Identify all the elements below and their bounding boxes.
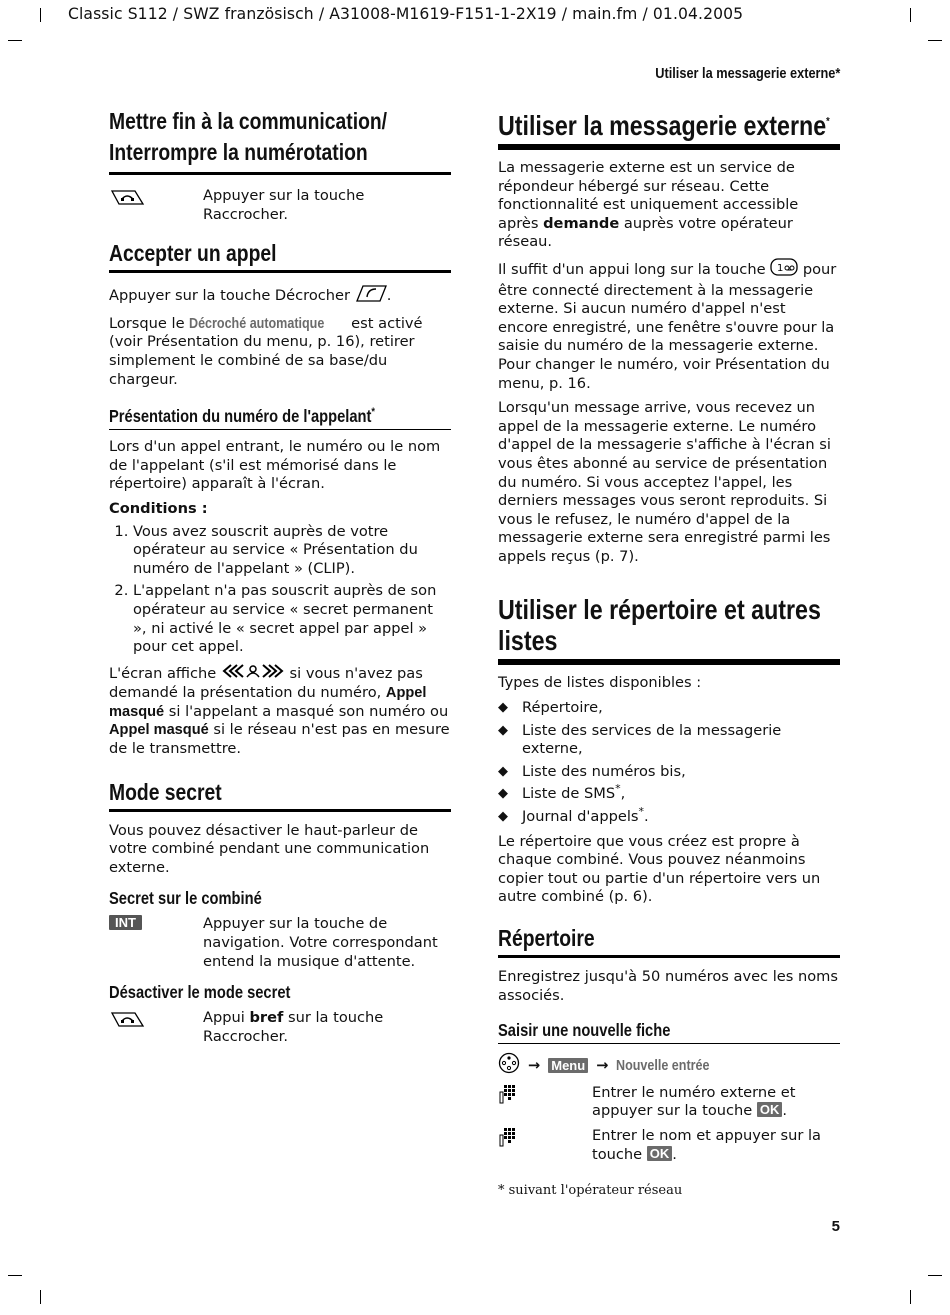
step2-text: Entrer le nom et appuyer sur la touche bbox=[592, 1126, 821, 1163]
new-entry-step bbox=[498, 1127, 840, 1164]
lists-title-line2: listes bbox=[498, 625, 558, 657]
caller-id-para1: Lors d'un appel entrant, le numéro ou le nom de l'appelant (s'il est mémorisé dans le répertoire) apparaît à l'écran. bbox=[109, 438, 441, 493]
new-entry-title-wrap bbox=[498, 1019, 840, 1044]
list-item-text: Journal d'appels bbox=[522, 808, 639, 826]
hidden-caller-label: Appel masqué bbox=[109, 685, 427, 720]
list-item bbox=[498, 782, 840, 804]
new-entry-step-text bbox=[592, 1127, 840, 1164]
caller-id-star: * bbox=[371, 406, 376, 419]
accept-call-para2 bbox=[109, 315, 451, 389]
caller-id-title bbox=[109, 405, 396, 429]
hang-up-key-icon bbox=[109, 1009, 203, 1046]
voicemail-title bbox=[498, 106, 830, 144]
diamond-bullet-icon: ◆ bbox=[498, 786, 508, 802]
crop-mark bbox=[8, 1275, 22, 1276]
ok-key: OK bbox=[647, 1146, 673, 1161]
new-entry-menu-ref: Nouvelle entrée bbox=[616, 1057, 710, 1074]
caller-id-title-wrap bbox=[109, 405, 451, 430]
keypad-icon bbox=[498, 1084, 592, 1121]
secret-instruction bbox=[109, 915, 451, 971]
end-call-text: Appuyer sur la touche Raccrocher. bbox=[203, 187, 365, 223]
end-call-title-line1: Mettre fin à la communication/ bbox=[109, 108, 388, 134]
navigation-key-icon bbox=[498, 1052, 520, 1080]
voicemail-title-text: Utiliser la messagerie externe bbox=[498, 110, 827, 141]
arrow-icon: → bbox=[596, 1056, 609, 1074]
diamond-bullet-icon: ◆ bbox=[498, 763, 508, 779]
mute-title: Mode secret bbox=[109, 778, 222, 805]
diamond-bullet-icon: ◆ bbox=[498, 700, 508, 716]
footnote: * suivant l'opérateur réseau bbox=[498, 1183, 683, 1198]
crop-mark bbox=[8, 40, 22, 41]
voicemail-title-wrap bbox=[498, 106, 840, 150]
voicemail-para1 bbox=[498, 159, 840, 252]
lists-list bbox=[498, 699, 840, 827]
disable-secret-instruction bbox=[109, 1009, 451, 1046]
keypad-icon bbox=[498, 1127, 592, 1164]
directory-title-wrap bbox=[498, 923, 840, 958]
left-column bbox=[109, 106, 451, 1052]
auto-answer-menu-ref: Décroché automatique bbox=[189, 315, 325, 332]
crop-mark bbox=[910, 8, 911, 22]
crop-mark bbox=[910, 1290, 911, 1304]
accept-call-para1 bbox=[109, 283, 451, 309]
list-item bbox=[498, 805, 840, 827]
list-item bbox=[498, 763, 840, 782]
hang-up-key-icon bbox=[109, 187, 203, 224]
menu-key: Menu bbox=[548, 1058, 588, 1073]
new-entry-title: Saisir une nouvelle fiche bbox=[498, 1020, 671, 1041]
crop-mark bbox=[40, 8, 41, 22]
directory-title: Répertoire bbox=[498, 925, 595, 951]
caller-id-para2-mid2: si l'appelant a masqué son numéro ou bbox=[164, 702, 449, 720]
voicemail-para3: Lorsqu'un message arrive, vous recevez un appel de la messagerie externe. Le numéro d'appel de la messagerie s'affiche à l'écran si vous êtes abonné au service de présentation du numéro. Si vous acceptez l'appel, les derniers messages vous seront reproduits. Si vous le refusez, le numéro d'appel de la messagerie externe sera enregistré parmi les appels reçus (p. 7). bbox=[498, 399, 831, 565]
voicemail-para1-pre: La messagerie externe est un service de répondeur hébergé sur réseau. Cette fonctionnalité est uniquement accessible après bbox=[498, 159, 799, 232]
off-hook-key-icon bbox=[355, 283, 387, 309]
right-column bbox=[498, 106, 840, 1170]
list-item-end: . bbox=[644, 808, 649, 826]
voicemail-para2 bbox=[498, 258, 840, 393]
accept-call-period: . bbox=[386, 286, 392, 304]
ok-key: OK bbox=[757, 1102, 783, 1117]
list-item bbox=[498, 722, 840, 759]
directory-para: Enregistrez jusqu'à 50 numéros avec les noms associés. bbox=[498, 968, 838, 1004]
end-call-instruction bbox=[109, 187, 451, 224]
disable-secret-text bbox=[203, 1009, 451, 1046]
caller-id-para2-pre: L'écran affiche bbox=[109, 664, 221, 682]
key-1-voicemail-icon bbox=[770, 258, 798, 282]
crop-mark bbox=[928, 1275, 942, 1276]
step1-end: . bbox=[782, 1102, 788, 1120]
accept-call-para2-post: est activé (voir Présentation du menu, p. 16), retirer simplement le combiné de sa base/du chargeur. bbox=[109, 314, 423, 388]
list-item-end: , bbox=[620, 785, 626, 803]
condition-item: 1. Vous avez souscrit auprès de votre opérateur au service « Présentation du numéro de l'appelant » (CLIP). bbox=[133, 523, 451, 579]
condition-item: 2. L'appelant n'a pas souscrit auprès de son opérateur au service « secret permanent », ni activé le « secret appel par appel » pour cet appel. bbox=[133, 582, 451, 656]
crop-mark bbox=[928, 40, 942, 41]
hidden-caller-label: Appel masqué bbox=[109, 722, 209, 739]
list-item-text: Liste des numéros bis, bbox=[522, 762, 686, 780]
lists-title-wrap bbox=[498, 590, 840, 665]
lists-intro: Types de listes disponibles : bbox=[498, 674, 702, 692]
crop-mark bbox=[40, 1290, 41, 1304]
list-item bbox=[498, 699, 840, 718]
mute-title-wrap bbox=[109, 777, 451, 812]
lists-title-line1: Utiliser le répertoire et autres bbox=[498, 594, 821, 626]
secret-handset-title: Secret sur le combiné bbox=[109, 888, 262, 909]
voicemail-para2-post: pour être connecté directement à la messagerie externe. Si aucun numéro d'appel n'est encore enregistré, une fenêtre s'ouvre pour la saisie du numéro de la messagerie externe. Pour changer le numéro, voir Présentation du menu, p. 16. bbox=[498, 260, 837, 392]
voicemail-para1-bold: demande bbox=[543, 214, 620, 232]
disable-secret-bold: bref bbox=[249, 1009, 284, 1027]
caller-id-title-text: Présentation du numéro de l'appelant bbox=[109, 406, 372, 427]
page-number: 5 bbox=[831, 1218, 840, 1235]
accept-call-title-wrap bbox=[109, 238, 451, 273]
svg-text:1: 1 bbox=[777, 262, 784, 274]
secret-text: Appuyer sur la touche de navigation. Votre correspondant entend la musique d'attente. bbox=[203, 915, 438, 970]
end-call-section-title bbox=[109, 106, 451, 175]
lists-para: Le répertoire que vous créez est propre à chaque combiné. Vous pouvez néanmoins copier tout ou partie d'un répertoire vers un autre combiné (p. 6). bbox=[498, 832, 821, 906]
file-header: Classic S112 / SWZ französisch / A31008-M1619-F151-1-2X19 / main.fm / 01.04.2005 bbox=[68, 5, 744, 23]
end-call-title-line2: Interrompre la numérotation bbox=[109, 139, 368, 165]
new-entry-step-text bbox=[592, 1084, 840, 1121]
accept-call-title: Accepter un appel bbox=[109, 240, 277, 267]
accept-call-para2-pre: Lorsque le bbox=[109, 314, 190, 332]
accept-call-text: Appuyer sur la touche Décrocher bbox=[109, 286, 351, 304]
voicemail-para1-post: auprès votre opérateur réseau. bbox=[498, 214, 793, 251]
voicemail-star: * bbox=[826, 115, 830, 128]
arrow-icon: → bbox=[528, 1056, 541, 1074]
caller-id-para2-mid1: si vous n'avez pas demandé la présentation du numéro, bbox=[109, 664, 423, 702]
new-entry-step bbox=[498, 1084, 840, 1121]
diamond-bullet-icon: ◆ bbox=[498, 809, 508, 825]
diamond-bullet-icon: ◆ bbox=[498, 722, 508, 738]
conditions-list bbox=[109, 523, 451, 657]
list-item-star: * bbox=[638, 805, 644, 819]
conditions-label: Conditions : bbox=[109, 499, 208, 517]
lists-title bbox=[498, 590, 821, 659]
caller-id-para2-end: si le réseau n'est pas en mesure de le transmettre. bbox=[109, 721, 450, 758]
caller-id-para2 bbox=[109, 663, 451, 759]
disable-secret-pre: Appui bbox=[203, 1009, 250, 1027]
step1-text: Entrer le numéro externe et appuyer sur la touche bbox=[592, 1083, 796, 1120]
running-head: Utiliser la messagerie externe* bbox=[654, 66, 840, 82]
disable-secret-title: Désactiver le mode secret bbox=[109, 982, 291, 1003]
int-key: INT bbox=[109, 915, 142, 930]
mute-para: Vous pouvez désactiver le haut-parleur de votre combiné pendant une communication externe. bbox=[109, 821, 430, 876]
list-item-star: * bbox=[615, 782, 621, 796]
voicemail-para2-pre: Il suffit d'un appui long sur la touche bbox=[498, 260, 771, 278]
anonymous-caller-icon bbox=[221, 663, 285, 685]
list-item-text: Liste de SMS bbox=[522, 785, 616, 803]
step2-end: . bbox=[672, 1145, 677, 1163]
new-entry-path bbox=[498, 1052, 840, 1080]
list-item-text: Liste des services de la messagerie externe, bbox=[522, 721, 782, 758]
disable-secret-post: sur la touche Raccrocher. bbox=[203, 1009, 384, 1045]
list-item-text: Répertoire, bbox=[522, 699, 603, 717]
